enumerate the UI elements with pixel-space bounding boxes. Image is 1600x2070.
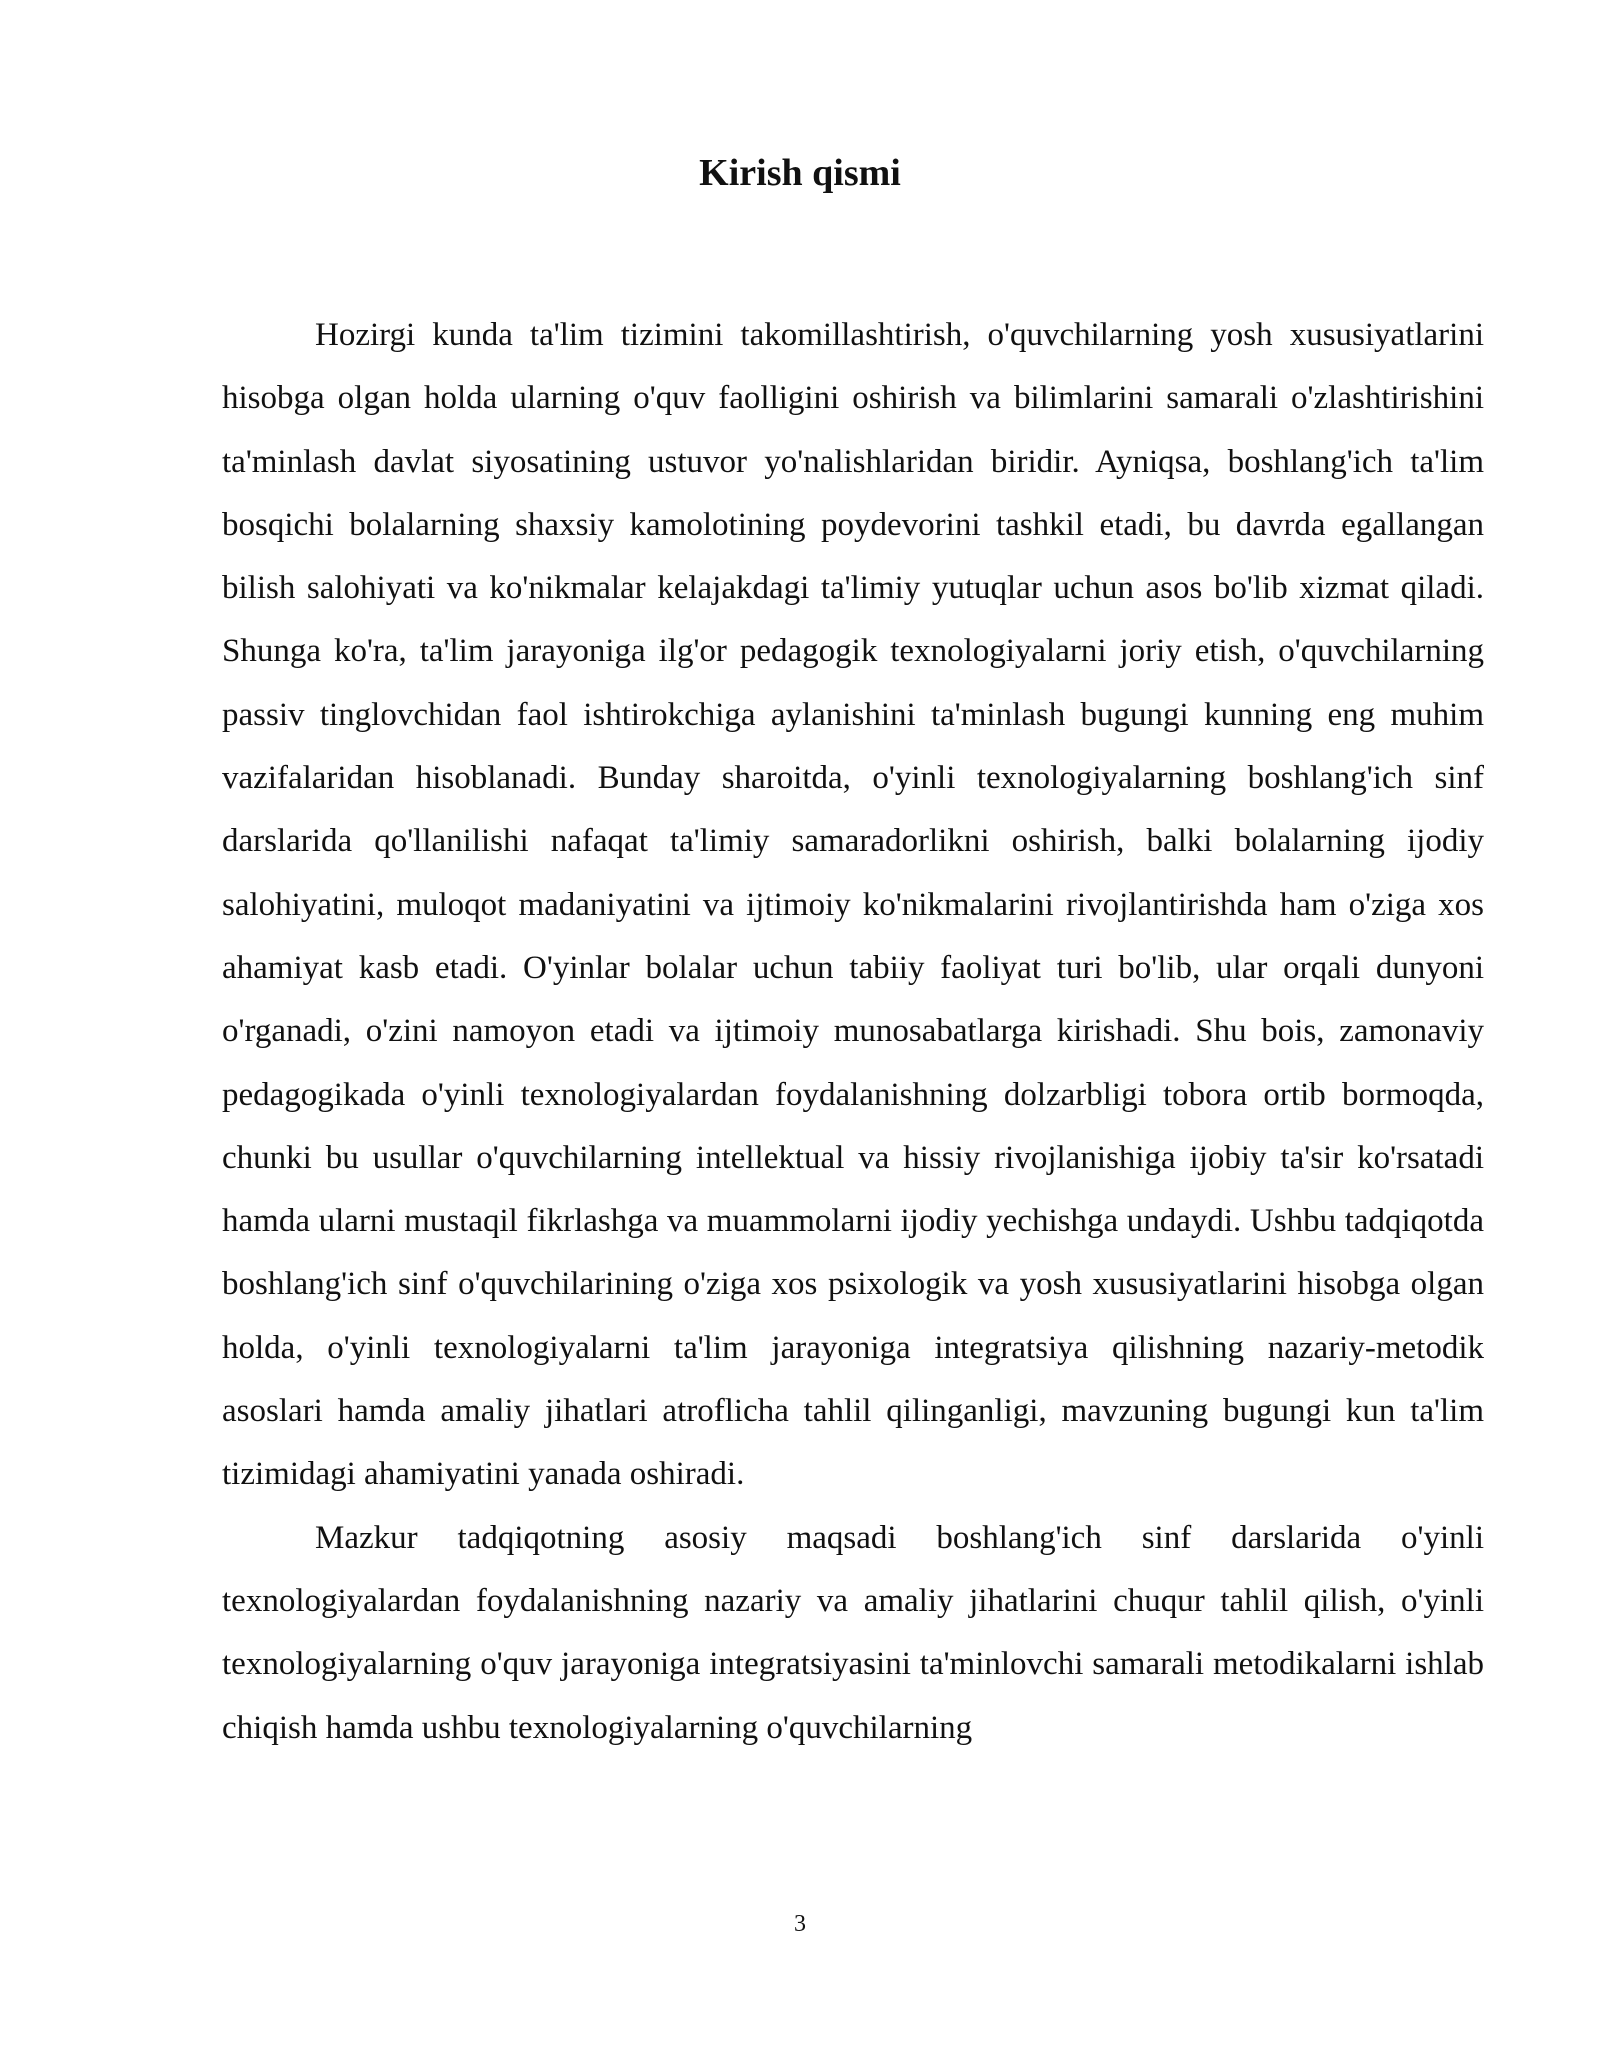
page-number: 3 (794, 1911, 806, 1937)
paragraph-introduction: Hozirgi kunda ta'lim tizimini takomillashtirish, o'quvchilarning yosh xususiyatlarini hisobga olgan holda ularning o'quv faolligini oshirish va bilimlarini samarali o'zlashtirishini ta'minlash davlat siyosatining ustuvor yo'nalishlaridan biridir. Ayniqsa, boshlang'ich ta'lim bosqichi bolalarning shaxsiy kamolotining poydevorini tashkil etadi, bu davrda egallangan bilish salohiyati va ko'nikmalar kelajakdagi ta'limiy yutuqlar uchun asos bo'lib xizmat qiladi. Shunga ko'ra, ta'lim jarayoniga ilg'or pedagogik texnologiyalarni joriy etish, o'quvchilarning passiv tinglovchidan faol ishtirokchiga aylanishini ta'minlash bugungi kunning eng muhim vazifalaridan hisoblanadi. Bunday sharoitda, o'yinli texnologiyalarning boshlang'ich sinf darslarida qo'llanilishi nafaqat ta'limiy samaradorlikni oshirish, balki bolalarning ijodiy salohiyatini, muloqot madaniyatini va ijtimoiy ko'nikmalarini rivojlantirishda ham o'ziga xos ahamiyat kasb etadi. O'yinlar bolalar uchun tabiiy faoliyat turi bo'lib, ular orqali dunyoni o'rganadi, o'zini namoyon etadi va ijtimoiy munosabatlarga kirishadi. Shu bois, zamonaviy pedagogikada o'yinli texnologiyalardan foydalanishning dolzarbligi tobora ortib bormoqda, chunki bu usullar o'quvchilarning intellektual va hissiy rivojlanishiga ijobiy ta'sir ko'rsatadi hamda ularni mustaqil fikrlashga va muammolarni ijodiy yechishga undaydi. Ushbu tadqiqotda boshlang'ich sinf o'quvchilarining o'ziga xos psixologik va yosh xususiyatlarini hisobga olgan holda, o'yinli texnologiyalarni ta'lim jarayoniga integratsiya qilishning nazariy-metodik asoslari hamda amaliy jihatlari atroflicha tahlil qilinganligi, mavzuning bugungi kun ta'lim tizimidagi ahamiyatini yanada oshiradi. (222, 317, 1484, 1493)
paragraph-research-goal: Mazkur tadqiqotning asosiy maqsadi boshlang'ich sinf darslarida o'yinli texnologiyalardan foydalanishning nazariy va amaliy jihatlarini chuqur tahlil qilish, o'yinli texnologiyalarning o'quv jarayoniga integratsiyasini ta'minlovchi samarali metodikalarni ishlab chiqish hamda ushbu texnologiyalarning o'quvchilarning (222, 1519, 1484, 1746)
document-body (222, 304, 1484, 1760)
page-title: Kirish qismi (699, 152, 901, 194)
